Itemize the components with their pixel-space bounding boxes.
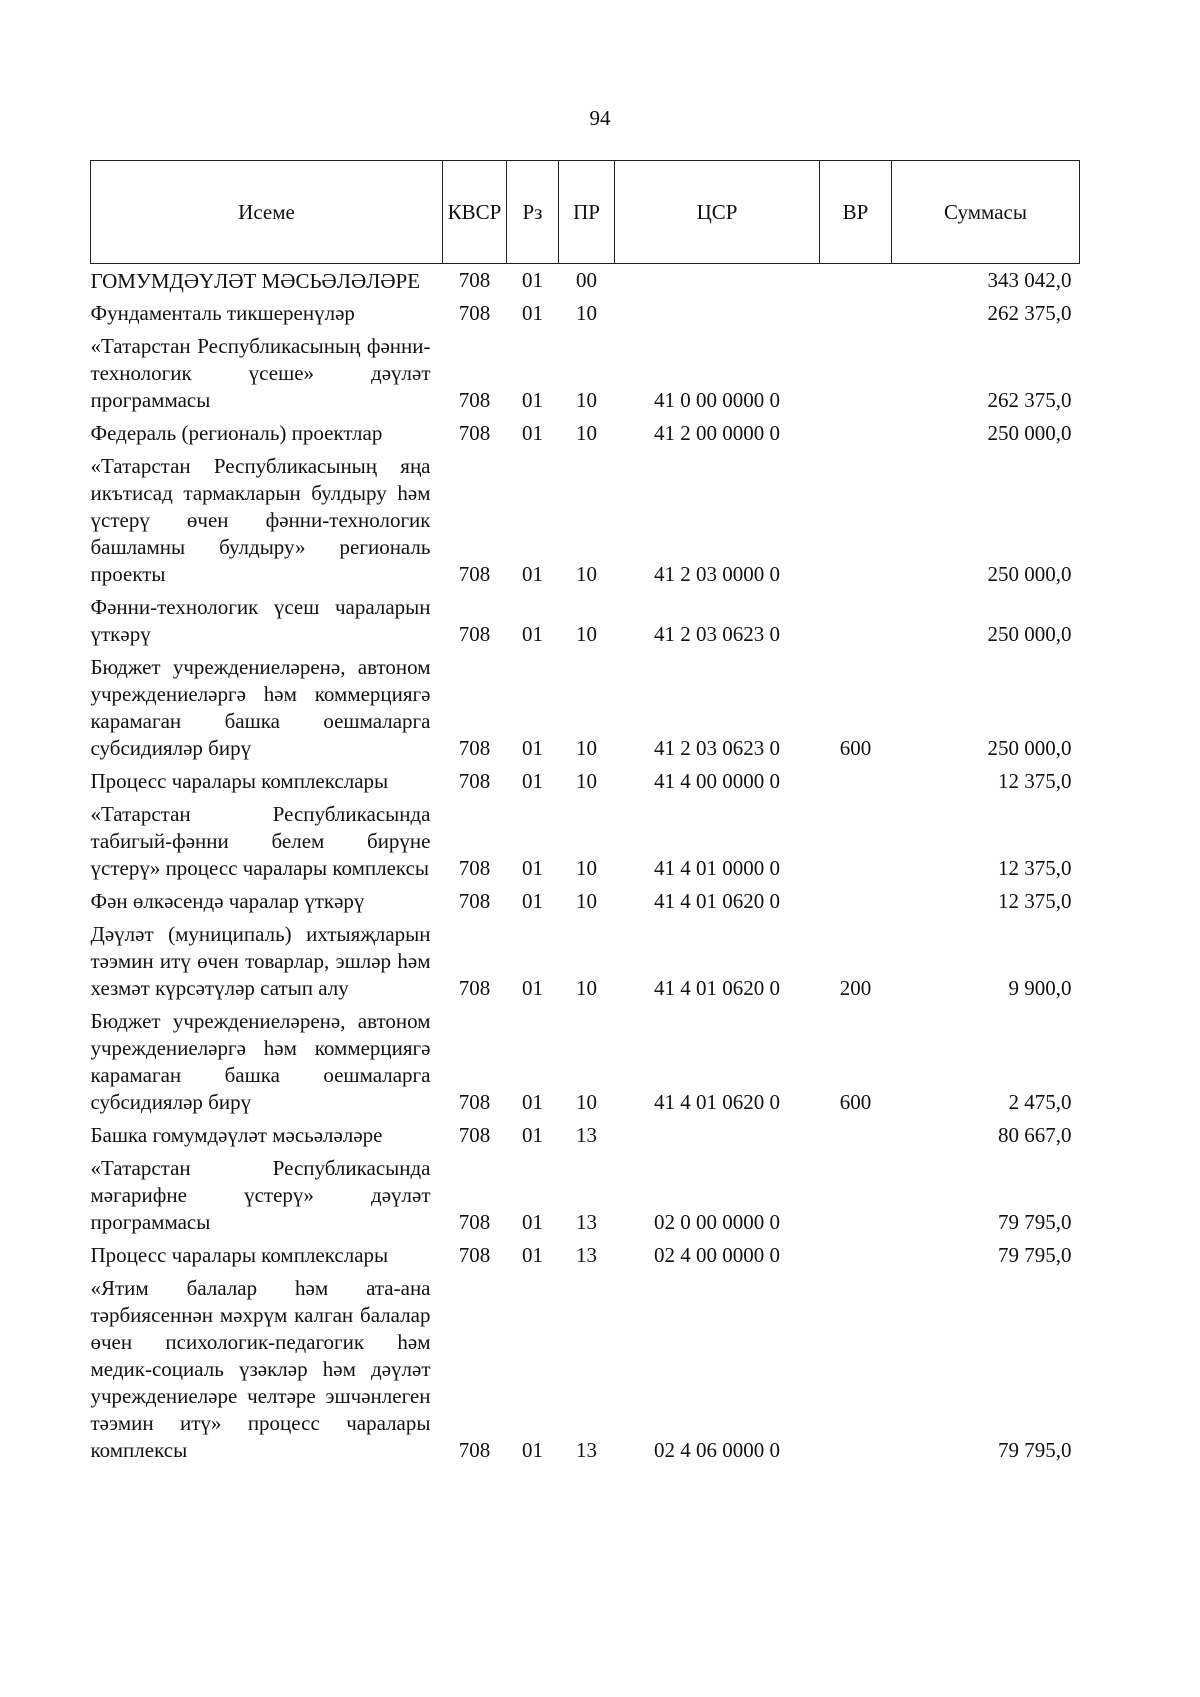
cell-sum: 262 375,0 bbox=[987, 301, 1072, 325]
cell-name: Башка гомумдәүләт мәсьәләләре bbox=[90, 1123, 383, 1147]
cell-name: Бюджет учреждениеләренә, автоном учреждениеләргә һәм коммерциягә карамаган башка оешмаларга субсидияләр бирү bbox=[90, 655, 431, 760]
cell-csr bbox=[615, 264, 820, 298]
cell-csr: 41 0 00 0000 0 bbox=[654, 388, 780, 412]
cell-kvsr: 708 bbox=[458, 1243, 491, 1267]
table-row bbox=[91, 330, 1080, 417]
cell-kvsr: 708 bbox=[458, 769, 491, 793]
cell-sum: 12 375,0 bbox=[998, 889, 1072, 913]
table-row bbox=[91, 264, 1080, 298]
cell-rz: 01 bbox=[522, 268, 543, 292]
table-row bbox=[91, 1272, 1080, 1467]
table-row bbox=[91, 651, 1080, 765]
cell-rz: 01 bbox=[522, 976, 543, 1000]
cell-name: «Ятим балалар һәм ата-ана тәрбиясеннән мәхрүм калган балалар өчен психологик-педагогик һәм медик-социаль үзәкләр һәм дәүләт учреждениеләре челтәре эшчәнлеген тәэмин итү» процесс чаралары комплексы bbox=[90, 1276, 431, 1462]
cell-rz: 01 bbox=[522, 1243, 543, 1267]
cell-csr: 02 4 00 0000 0 bbox=[654, 1243, 780, 1267]
cell-name: «Татарстан Республикасында табигый-фәнни белем бирүне үстерү» процесс чаралары комплексы bbox=[90, 802, 431, 880]
cell-vr bbox=[820, 1119, 892, 1152]
cell-sum: 79 795,0 bbox=[998, 1210, 1072, 1234]
cell-rz: 01 bbox=[522, 388, 543, 412]
cell-kvsr: 708 bbox=[458, 622, 491, 646]
cell-pr: 10 bbox=[576, 1090, 597, 1114]
table-header bbox=[91, 161, 1080, 264]
cell-csr: 41 4 00 0000 0 bbox=[654, 769, 780, 793]
cell-rz: 01 bbox=[522, 769, 543, 793]
cell-vr: 600 bbox=[839, 736, 872, 760]
cell-sum: 262 375,0 bbox=[987, 388, 1072, 412]
cell-vr bbox=[820, 885, 892, 918]
cell-sum: 250 000,0 bbox=[987, 421, 1072, 445]
table-row bbox=[91, 1119, 1080, 1152]
cell-vr: 600 bbox=[839, 1090, 872, 1114]
cell-kvsr: 708 bbox=[458, 1210, 491, 1234]
table-row bbox=[91, 918, 1080, 1005]
cell-pr: 10 bbox=[576, 769, 597, 793]
cell-rz: 01 bbox=[522, 301, 543, 325]
cell-pr: 10 bbox=[576, 421, 597, 445]
cell-pr: 13 bbox=[576, 1210, 597, 1234]
cell-csr: 41 4 01 0620 0 bbox=[654, 976, 780, 1000]
cell-sum: 12 375,0 bbox=[998, 769, 1072, 793]
cell-name: Дәүләт (муниципаль) ихтыяҗларын тәэмин итү өчен товарлар, эшләр һәм хезмәт күрсәтүләр сатып алу bbox=[90, 922, 431, 1000]
cell-pr: 13 bbox=[576, 1438, 597, 1462]
cell-name: Фәнни-технологик үсеш чараларын үткәрү bbox=[90, 595, 431, 646]
cell-name: «Татарстан Республикасының фәнни-технологик үсеше» дәүләт программасы bbox=[90, 334, 431, 412]
cell-kvsr: 708 bbox=[458, 736, 491, 760]
cell-kvsr: 708 bbox=[458, 1090, 491, 1114]
budget-table bbox=[90, 160, 1080, 1467]
cell-pr: 10 bbox=[576, 388, 597, 412]
table-row bbox=[91, 765, 1080, 798]
cell-pr: 10 bbox=[576, 976, 597, 1000]
cell-kvsr: 708 bbox=[458, 856, 491, 880]
cell-vr bbox=[820, 1239, 892, 1272]
table-row bbox=[91, 450, 1080, 591]
cell-rz: 01 bbox=[522, 1090, 543, 1114]
cell-csr: 41 2 03 0623 0 bbox=[654, 622, 780, 646]
cell-csr: 02 0 00 0000 0 bbox=[654, 1210, 780, 1234]
cell-csr: 41 4 01 0000 0 bbox=[654, 856, 780, 880]
cell-name: ГОМУМДӘҮЛӘТ МӘСЬӘЛӘЛӘРЕ bbox=[90, 269, 421, 293]
cell-rz: 01 bbox=[522, 1123, 543, 1147]
cell-kvsr: 708 bbox=[458, 1438, 491, 1462]
cell-name: Процесс чаралары комплекслары bbox=[90, 769, 389, 793]
cell-pr: 00 bbox=[576, 268, 597, 292]
cell-vr bbox=[820, 798, 892, 885]
cell-kvsr: 708 bbox=[458, 562, 491, 586]
cell-sum: 79 795,0 bbox=[998, 1438, 1072, 1462]
cell-vr bbox=[820, 297, 892, 330]
cell-rz: 01 bbox=[522, 1210, 543, 1234]
table-row bbox=[91, 417, 1080, 450]
header-sum: Суммасы bbox=[892, 161, 1080, 264]
cell-csr bbox=[615, 1119, 820, 1152]
cell-name: Федераль (региональ) проектлар bbox=[90, 421, 383, 445]
header-kvsr: КВСР bbox=[443, 161, 507, 264]
cell-rz: 01 bbox=[522, 736, 543, 760]
table-row bbox=[91, 798, 1080, 885]
cell-kvsr: 708 bbox=[458, 1123, 491, 1147]
cell-sum: 250 000,0 bbox=[987, 562, 1072, 586]
cell-pr: 10 bbox=[576, 622, 597, 646]
cell-vr bbox=[820, 450, 892, 591]
cell-vr bbox=[820, 591, 892, 651]
cell-rz: 01 bbox=[522, 562, 543, 586]
cell-name: Процесс чаралары комплекслары bbox=[90, 1243, 389, 1267]
cell-csr: 41 4 01 0620 0 bbox=[654, 889, 780, 913]
header-rz: Рз bbox=[507, 161, 559, 264]
page-number: 94 bbox=[589, 106, 611, 130]
table-row bbox=[91, 297, 1080, 330]
cell-vr bbox=[820, 1272, 892, 1467]
cell-sum: 79 795,0 bbox=[998, 1243, 1072, 1267]
header-name: Исеме bbox=[91, 161, 443, 264]
header-pr: ПР bbox=[559, 161, 615, 264]
cell-kvsr: 708 bbox=[458, 976, 491, 1000]
cell-rz: 01 bbox=[522, 622, 543, 646]
cell-vr bbox=[820, 417, 892, 450]
cell-vr bbox=[820, 1152, 892, 1239]
cell-sum: 9 900,0 bbox=[1008, 976, 1072, 1000]
table-row bbox=[91, 885, 1080, 918]
cell-pr: 13 bbox=[576, 1123, 597, 1147]
cell-name: «Татарстан Республикасында мәгарифне үстерү» дәүләт программасы bbox=[90, 1156, 431, 1234]
cell-csr: 41 4 01 0620 0 bbox=[654, 1090, 780, 1114]
cell-pr: 10 bbox=[576, 562, 597, 586]
cell-name: Фән өлкәсендә чаралар үткәрү bbox=[90, 889, 365, 913]
cell-pr: 10 bbox=[576, 301, 597, 325]
cell-csr: 41 2 03 0000 0 bbox=[654, 562, 780, 586]
cell-vr bbox=[820, 330, 892, 417]
cell-vr bbox=[820, 264, 892, 298]
cell-csr: 41 2 00 0000 0 bbox=[654, 421, 780, 445]
cell-pr: 13 bbox=[576, 1243, 597, 1267]
cell-rz: 01 bbox=[522, 421, 543, 445]
cell-rz: 01 bbox=[522, 1438, 543, 1462]
table-row bbox=[91, 1005, 1080, 1119]
cell-sum: 250 000,0 bbox=[987, 622, 1072, 646]
cell-kvsr: 708 bbox=[458, 268, 491, 292]
table-row bbox=[91, 1152, 1080, 1239]
cell-name: «Татарстан Республикасының яңа икътисад тармакларын булдыру һәм үстерү өчен фәнни-технологик башламны булдыру» региональ проекты bbox=[90, 454, 431, 586]
cell-csr bbox=[615, 297, 820, 330]
cell-csr: 41 2 03 0623 0 bbox=[654, 736, 780, 760]
cell-kvsr: 708 bbox=[458, 301, 491, 325]
header-csr: ЦСР bbox=[615, 161, 820, 264]
cell-kvsr: 708 bbox=[458, 388, 491, 412]
cell-pr: 10 bbox=[576, 736, 597, 760]
cell-rz: 01 bbox=[522, 889, 543, 913]
cell-sum: 250 000,0 bbox=[987, 736, 1072, 760]
cell-sum: 80 667,0 bbox=[998, 1123, 1072, 1147]
cell-name: Фундаменталь тикшеренүләр bbox=[90, 301, 355, 325]
header-vr: ВР bbox=[820, 161, 892, 264]
cell-kvsr: 708 bbox=[458, 421, 491, 445]
cell-pr: 10 bbox=[576, 856, 597, 880]
table-body bbox=[91, 264, 1080, 1468]
cell-pr: 10 bbox=[576, 889, 597, 913]
cell-vr bbox=[820, 765, 892, 798]
cell-sum: 343 042,0 bbox=[987, 268, 1072, 292]
cell-kvsr: 708 bbox=[458, 889, 491, 913]
cell-name: Бюджет учреждениеләренә, автоном учреждениеләргә һәм коммерциягә карамаган башка оешмаларга субсидияләр бирү bbox=[90, 1009, 431, 1114]
table-row bbox=[91, 1239, 1080, 1272]
cell-rz: 01 bbox=[522, 856, 543, 880]
table-row bbox=[91, 591, 1080, 651]
cell-vr: 200 bbox=[839, 976, 872, 1000]
cell-sum: 2 475,0 bbox=[1008, 1090, 1072, 1114]
cell-csr: 02 4 06 0000 0 bbox=[654, 1438, 780, 1462]
cell-sum: 12 375,0 bbox=[998, 856, 1072, 880]
